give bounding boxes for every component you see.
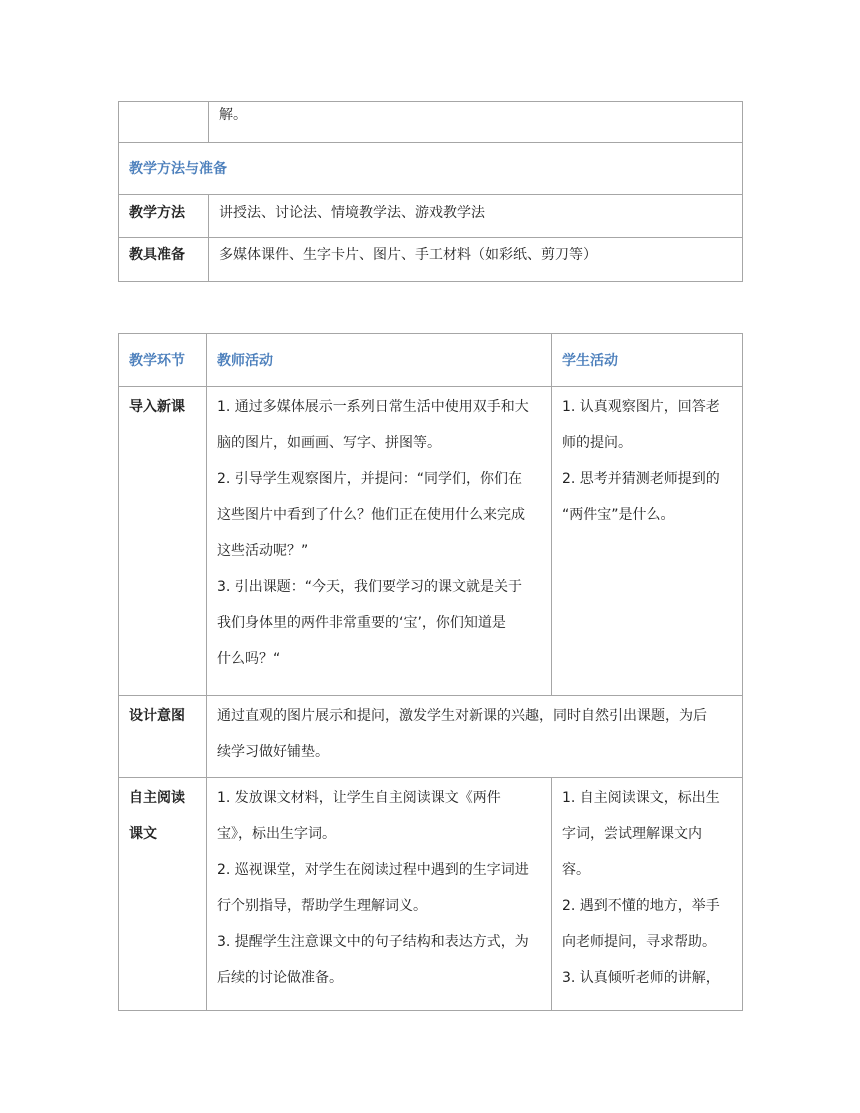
text-line: 脑的图片，如画画、写字、拼图等。 [217,435,441,451]
text-line: 续学习做好铺垫。 [217,744,329,760]
text-line: “两件宝”是什么。 [562,507,675,523]
text-line: 1. 自主阅读课文，标出生 [562,790,720,806]
text-line: 课文 [129,826,157,842]
header-student: 学生活动 [552,334,743,387]
text-line: 这些图片中看到了什么？他们正在使用什么来完成 [217,507,525,523]
design-label: 设计意图 [119,696,207,778]
intro-label: 导入新课 [119,387,207,696]
intro-teacher-activities [207,387,552,696]
text-line: 行个别指导，帮助学生理解词义。 [217,898,427,914]
tools-value: 多媒体课件、生字卡片、图片、手工材料（如彩纸、剪刀等） [209,238,743,282]
text-line: 我们身体里的两件非常重要的‘宝’，你们知道是 [217,615,506,631]
text-line: 宝》，标出生字词。 [217,826,336,842]
reading-teacher-activities [207,778,552,1011]
methods-value: 讲授法、讨论法、情境教学法、游戏教学法 [209,195,743,238]
text-line: 师的提问。 [562,435,632,451]
text-line: 2. 遇到不懂的地方，举手 [562,898,720,914]
teaching-process-table [118,333,743,1011]
text-line: 后续的讨论做准备。 [217,970,343,986]
continued-text: 解。 [209,102,743,143]
header-stage: 教学环节 [119,334,207,387]
reading-student-activities [552,778,743,1011]
text-line: 2. 思考并猜测老师提到的 [562,471,720,487]
text-line: 1. 认真观察图片，回答老 [562,399,720,415]
text-line: 2. 引导学生观察图片，并提问：“同学们，你们在 [217,471,523,487]
text-line: 1. 通过多媒体展示一系列日常生活中使用双手和大 [217,399,529,415]
text-line: 3. 提醒学生注意课文中的句子结构和表达方式，为 [217,934,529,950]
text-line: 这些活动呢？” [217,543,309,559]
text-line: 什么吗？“ [217,651,281,667]
design-intent-text [207,696,743,778]
table-cell [119,102,209,143]
text-line: 1. 发放课文材料，让学生自主阅读课文《两件 [217,790,501,806]
section-title: 教学方法与准备 [119,143,743,195]
text-line: 容。 [562,862,590,878]
text-line: 向老师提问，寻求帮助。 [562,934,716,950]
reading-label [119,778,207,1011]
text-line: 自主阅读 [129,790,185,806]
text-line: 3. 引出课题：“今天，我们要学习的课文就是关于 [217,579,523,595]
header-teacher: 教师活动 [207,334,552,387]
text-line: 字词，尝试理解课文内 [562,826,702,842]
text-line: 2. 巡视课堂，对学生在阅读过程中遇到的生字词进 [217,862,529,878]
methods-label: 教学方法 [119,195,209,238]
text-line: 3. 认真倾听老师的讲解， [562,970,720,986]
text-line: 通过直观的图片展示和提问，激发学生对新课的兴趣，同时自然引出课题，为后 [217,708,707,724]
intro-student-activities [552,387,743,696]
tools-label: 教具准备 [119,238,209,282]
teaching-method-table [118,101,743,282]
